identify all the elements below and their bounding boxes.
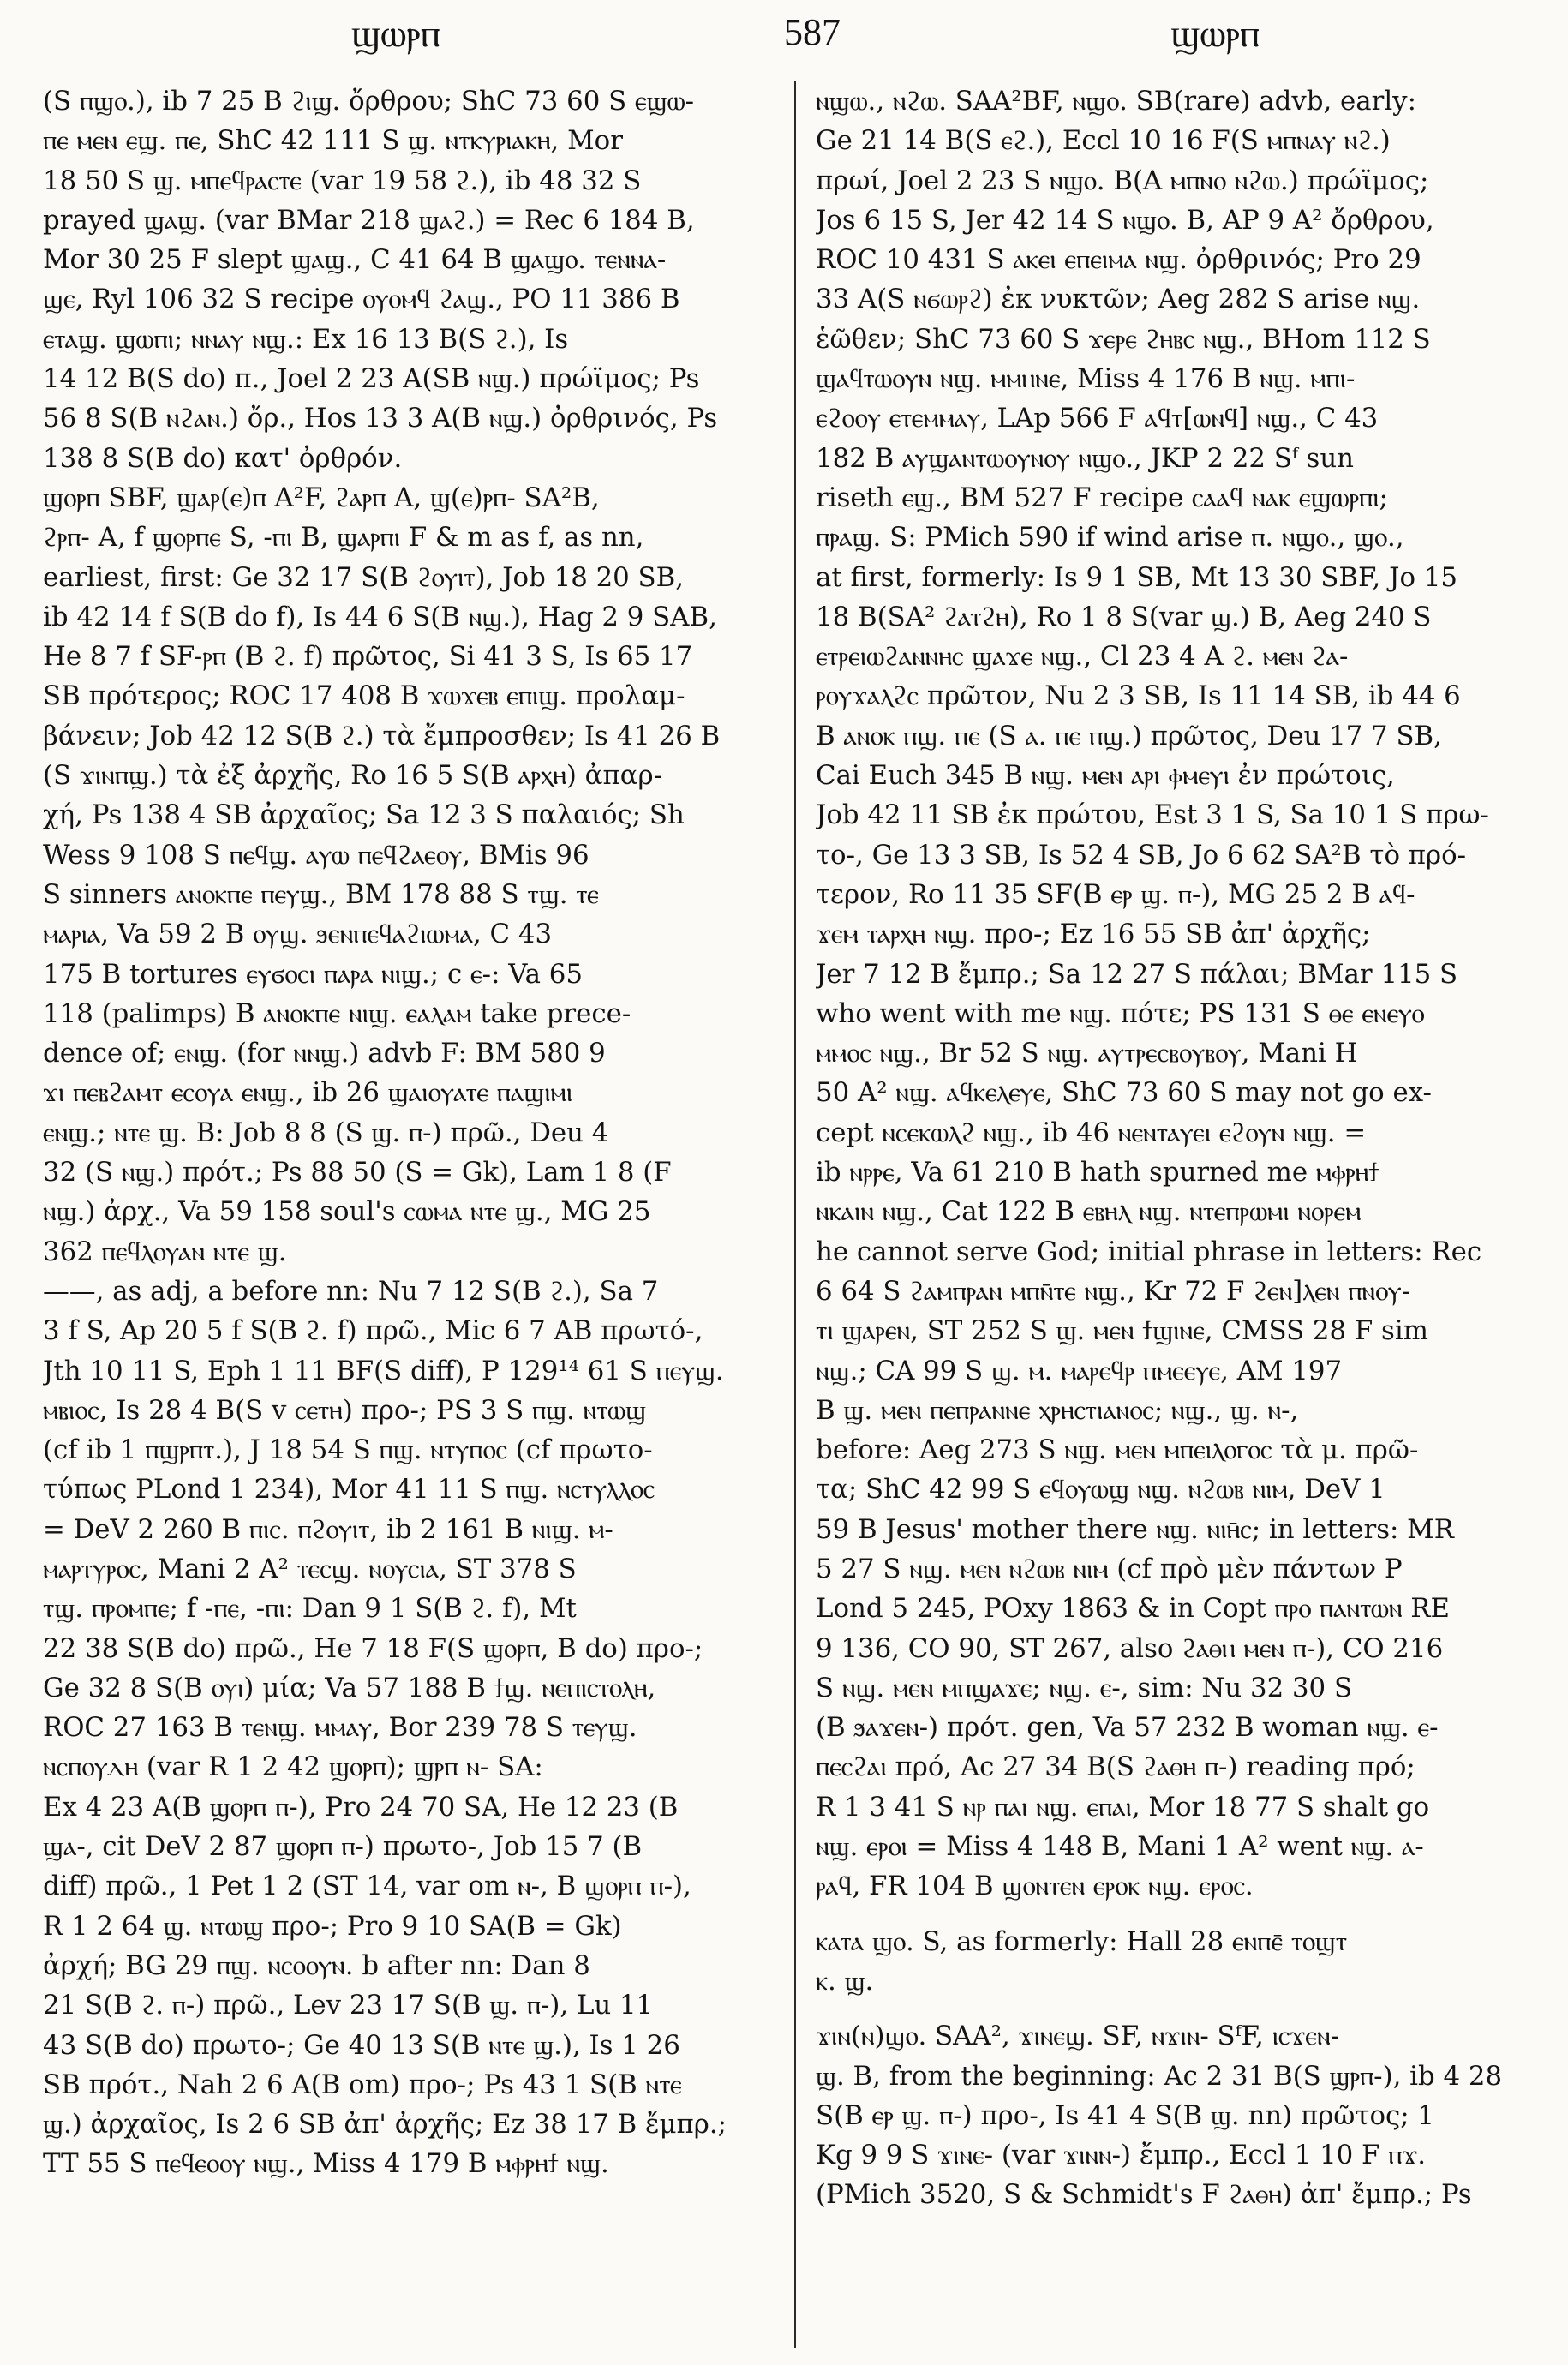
text-line: S ⲛϣ. ⲙⲉⲛ ⲙⲡϣⲁϫⲉ; ⲛϣ. ⲉ-, sim: Nu 32 30 S: [816, 1672, 1353, 1703]
text-line: ib ⲛⲣⲣⲉ, Va 61 210 B hath spurned me ⲙⲫⲣⲏϯ: [816, 1157, 1379, 1188]
text-line: 22 38 S(B do) πρῶ., He 7 18 F(S ϣⲟⲣⲡ, B do) προ-;: [43, 1632, 703, 1664]
header-headword-left: ϣⲱⲣⲡ: [351, 12, 440, 56]
paragraph-gap: [816, 2001, 1527, 2016]
text-line: 50 A² ⲛϣ. ⲁϥⲕⲉⲗⲉⲩⲉ, ShC 73 60 S may not go ex-: [816, 1077, 1432, 1109]
text-line: (B ϧⲁϫⲉⲛ-) πρότ. gen, Va 57 232 B woman ⲛϣ. ⲉ-: [816, 1712, 1439, 1744]
text-line: 118 (palimps) B ⲁⲛⲟⲕⲡⲉ ⲛⲓϣ. ⲉⲁⲗⲁⲙ take prece-: [43, 997, 631, 1029]
text-line: τερον, Ro 11 35 SF(B ⲉⲣ ϣ. ⲡ-), MG 25 2 B ⲁϥ-: [816, 878, 1415, 910]
text-line: prayed ϣⲁϣ. (var BMar 218 ϣⲁϩ.) = Rec 6 184 B,: [43, 204, 695, 236]
text-line: SB πρότερος; ROC 17 408 B ϫⲱϫⲉⲃ ⲉⲡⲓϣ. προλαμ-: [43, 680, 685, 712]
text-line: (S ϫⲓⲛⲡϣ.) τὰ ἐξ ἀρχῆς, Ro 16 5 S(B ⲁⲣⲭⲏ) ἀπαρ-: [43, 760, 663, 792]
text-line: ϣⲁ-, cit DeV 2 87 ϣⲟⲣⲡ ⲡ-) πρωτο-, Job 15 7 (B: [43, 1831, 643, 1863]
text-line: earliest, first: Ge 32 17 S(B ϩⲟⲩⲓⲧ), Job 18 20 SB,: [43, 561, 685, 593]
text-line: ϣⲁϥⲧⲱⲟⲩⲛ ⲛϣ. ⲙⲙⲏⲛⲉ, Miss 4 176 B ⲛϣ. ⲙⲡⲓ-: [816, 363, 1356, 395]
text-line: 3 f S, Ap 20 5 f S(B ϩ. f) πρῶ., Mic 6 7 AB πρωτό-,: [43, 1315, 703, 1347]
text-line: ⲙⲃⲓⲟⲥ, Is 28 4 B(S v ⲥⲉⲧⲏ) προ-; PS 3 S ⲡϣ. ⲛⲧⲱϣ: [43, 1394, 647, 1426]
text-line: Job 42 11 SB ἐκ πρώτου, Est 3 1 S, Sa 10 1 S πρω-: [816, 799, 1489, 831]
text-line: B ⲁⲛⲟⲕ ⲡϣ. ⲡⲉ (S ⲁ. ⲡⲉ ⲡϣ.) πρῶτος, Deu 17 7 SB,: [816, 720, 1442, 751]
text-line: ϩⲣⲡ- A, f ϣⲟⲣⲡⲉ S, -ⲡⲓ B, ϣⲁⲣⲡⲓ F & m as f, as nn,: [43, 522, 644, 554]
text-line: ⲛϣⲱ., ⲛϩⲱ. SAA²BF, ⲛϣⲟ. SB(rare) advb, early:: [816, 86, 1416, 117]
text-line: ϣ.) ἀρχαῖος, Is 2 6 SB ἀπ' ἀρχῆς; Ez 38 17 B ἔμπρ.;: [43, 2109, 727, 2140]
text-line: TT 55 S ⲡⲉϥⲉⲟⲟⲩ ⲛϣ., Miss 4 179 B ⲙⲫⲣⲏϯ ⲛϣ.: [43, 2148, 609, 2180]
text-line: (S ⲡϣⲟ.), ib 7 25 B ϩⲓϣ. ὄρθρου; ShC 73 60 S ⲉϣⲱ-: [43, 86, 694, 117]
text-line: ⲛϣ.; CA 99 S ϣ. ⲙ. ⲙⲁⲣⲉϥⲣ ⲡⲙⲉⲉⲩⲉ, AM 197: [816, 1355, 1343, 1386]
text-line: ⲕ. ϣ.: [816, 1965, 874, 1997]
text-line: riseth ⲉϣ., BM 527 F recipe ⲥⲁⲁϥ ⲛⲁⲕ ⲉϣⲱⲣⲡⲓ;: [816, 482, 1388, 513]
text-line: ROC 27 163 B ⲧⲉⲛϣ. ⲙⲙⲁⲩ, Bor 239 78 S ⲧⲉⲩϣ.: [43, 1712, 637, 1744]
text-line: Jos 6 15 S, Jer 42 14 S ⲛϣⲟ. B, AP 9 A² ὄρθρου,: [816, 204, 1434, 236]
text-line: 9 136, CO 90, ST 267, also ϩⲁⲑⲏ ⲙⲉⲛ ⲡ-), CO 216: [816, 1632, 1444, 1664]
text-line: Lond 5 245, POxy 1863 & in Copt ⲡⲣⲟ ⲡⲁⲛⲧⲱⲛ RE: [816, 1593, 1450, 1625]
page-number: 587: [784, 11, 841, 53]
text-line: 18 50 S ϣ. ⲙⲡⲉϥⲣⲁⲥⲧⲉ (var 19 58 ϩ.), ib 48 32 S: [43, 165, 642, 196]
text-line: Mor 30 25 F slept ϣⲁϣ., C 41 64 B ϣⲁϣⲟ. ⲧⲉⲛⲛⲁ-: [43, 244, 667, 276]
text-line: 21 S(B ϩ. ⲡ-) πρῶ., Lev 23 17 S(B ϣ. ⲡ-), Lu 11: [43, 1990, 654, 2021]
text-line: τα; ShC 42 99 S ⲉϥⲟⲩⲱϣ ⲛϣ. ⲛϩⲱⲃ ⲛⲓⲙ, DeV 1: [816, 1474, 1385, 1506]
text-line: ⲡⲉⲥϩⲁⲓ πρό, Ac 27 34 B(S ϩⲁⲑⲏ ⲡ-) reading πρό;: [816, 1751, 1415, 1783]
text-line: ib 42 14 f S(B do f), Is 44 6 S(B ⲛϣ.), Hag 2 9 SAB,: [43, 601, 717, 632]
text-line: ϣ. B, from the beginning: Ac 2 31 B(S ϣⲣⲡ-), ib 4 28: [816, 2060, 1503, 2092]
columns: [43, 81, 1568, 2356]
text-line: ἀρχή; BG 29 ⲡϣ. ⲛⲥⲟⲟⲩⲛ. b after nn: Dan 8: [43, 1949, 590, 1981]
text-line: diff) πρῶ., 1 Pet 1 2 (ST 14, var om ⲛ-, B ϣⲟⲣⲡ ⲡ-),: [43, 1871, 691, 1902]
text-line: (PMich 3520, S & Schmidt's F ϩⲁⲑⲏ) ἀπ' ἔμπρ.; Ps: [816, 2179, 1472, 2211]
text-line: το-, Ge 13 3 SB, Is 52 4 SB, Jo 6 62 SA²B τὸ πρό-: [816, 839, 1467, 871]
text-line: ⲉⲧⲣⲉⲓⲱϩⲁⲛⲛⲏⲥ ϣⲁϫⲉ ⲛϣ., Cl 23 4 A ϩ. ⲙⲉⲛ ϩⲁ-: [816, 641, 1349, 673]
text-line: ⲙⲙⲟⲥ ⲛϣ., Br 52 S ⲛϣ. ⲁⲩⲧⲣⲉⲥⲃⲟⲩⲃⲟⲩ, Mani H: [816, 1038, 1358, 1069]
text-line: ⲣⲟⲩϫⲁⲗϩⲥ πρῶτον, Nu 2 3 SB, Is 11 14 SB, ib 44 6: [816, 680, 1461, 712]
text-line: who went with me ⲛϣ. πότε; PS 131 S ⲑⲉ ⲉⲛⲉⲩⲟ: [816, 997, 1425, 1029]
text-line: ⲕⲁⲧⲁ ϣⲟ. S, as formerly: Hall 28 ⲉⲛⲡⲉ̄ ⲧⲟϣⲧ: [816, 1925, 1348, 1957]
right-column: [816, 81, 1527, 2352]
text-line: (cf ib 1 ⲡϣⲣⲡⲧ.), J 18 54 S ⲡϣ. ⲛⲧⲩⲡⲟⲥ (cf πρωτο-: [43, 1434, 653, 1466]
text-line: ⲙⲁⲣⲓⲁ, Va 59 2 B ⲟⲩϣ. ϧⲉⲛⲡⲉϥⲁϩⲓⲱⲙⲁ, C 43: [43, 919, 553, 950]
left-column: [43, 81, 754, 2352]
text-line: ⲛⲕⲁⲓⲛ ⲛϣ., Cat 122 B ⲉⲃⲏⲗ ⲛϣ. ⲛⲧⲉⲡⲣⲱⲙⲓ ⲛⲟⲣⲉⲙ: [816, 1196, 1362, 1228]
text-line: 32 (S ⲛϣ.) πρότ.; Ps 88 50 (S = Gk), Lam 1 8 (F: [43, 1157, 672, 1188]
text-line: 33 A(S ⲛϭⲱⲣϩ) ἐκ νυκτῶν; Aeg 282 S arise ⲛϣ.: [816, 284, 1421, 315]
text-line: Jer 7 12 B ἔμπρ.; Sa 12 27 S πάλαι; BMar 115 S: [816, 958, 1458, 990]
text-line: ϫⲉⲙ ⲧⲁⲣⲭⲏ ⲛϣ. προ-; Ez 16 55 SB ἀπ' ἀρχῆς;: [816, 919, 1371, 950]
text-line: ⲡⲉ ⲙⲉⲛ ⲉϣ. ⲡⲉ, ShC 42 111 S ϣ. ⲛⲧⲕⲩⲣⲓⲁⲕⲏ, Mor: [43, 125, 623, 157]
text-line: Cai Euch 345 B ⲛϣ. ⲙⲉⲛ ⲁⲣⲓ ⲫⲙⲉⲩⲓ ἐν πρώτοις,: [816, 760, 1395, 792]
text-line: βάνειν; Job 42 12 S(B ϩ.) τὰ ἔμπροσθεν; Is 41 26 B: [43, 720, 721, 751]
text-line: ⲛϣ.) ἀρχ., Va 59 158 soul's ⲥⲱⲙⲁ ⲛⲧⲉ ϣ., MG 25: [43, 1196, 651, 1228]
text-line: 175 B tortures ⲉⲩϭⲟⲥⲓ ⲡⲁⲣⲁ ⲛⲓϣ.; c ⲉ-: Va 65: [43, 958, 583, 990]
text-line: 56 8 S(B ⲛϩⲁⲛ.) ὄρ., Hos 13 3 A(B ⲛϣ.) ὀρθρινός, Ps: [43, 403, 718, 434]
text-line: B ϣ. ⲙⲉⲛ ⲡⲉⲡⲣⲁⲛⲛⲉ ⲭⲣⲏⲥⲧⲓⲁⲛⲟⲥ; ⲛϣ., ϣ. ⲛ-,: [816, 1394, 1299, 1426]
text-line: χή, Ps 138 4 SB ἀρχαῖος; Sa 12 3 S παλαιός; Sh: [43, 799, 685, 831]
text-line: 6 64 S ϩⲁⲙⲡⲣⲁⲛ ⲙⲡⲛ̄ⲧⲉ ⲛϣ., Kr 72 F ϩⲉⲛ]ⲗⲉⲛ ⲡⲛⲟⲩ-: [816, 1275, 1410, 1307]
text-line: 182 B ⲁⲩϣⲁⲛⲧⲱⲟⲩⲛⲟⲩ ⲛϣⲟ., JKP 2 22 Sᶠ sun: [816, 442, 1354, 474]
text-line: ⲉⲧⲁϣ. ϣⲱⲡⲓ; ⲛⲛⲁⲩ ⲛϣ.: Ex 16 13 B(S ϩ.), Is: [43, 323, 569, 355]
text-line: cept ⲛⲥⲉⲕⲱⲗϩ ⲛϣ., ib 46 ⲛⲉⲛⲧⲁⲩⲉⲓ ⲉϩⲟⲩⲛ ⲛϣ. =: [816, 1117, 1367, 1148]
text-line: at first, formerly: Is 9 1 SB, Mt 13 30 SBF, Jo 15: [816, 561, 1458, 593]
text-line: ⲉϩⲟⲟⲩ ⲉⲧⲉⲙⲙⲁⲩ, LAp 566 F ⲁϥⲧ[ⲱⲛϥ] ⲛϣ., C 43: [816, 403, 1379, 434]
text-line: ⲡⲣⲁϣ. S: PMich 590 if wind arise ⲡ. ⲛϣⲟ., ϣⲟ.,: [816, 522, 1404, 554]
text-line: 5 27 S ⲛϣ. ⲙⲉⲛ ⲛϩⲱⲃ ⲛⲓⲙ (cf πρὸ μὲν πάντων P: [816, 1553, 1403, 1584]
text-line: ⲛⲥⲡⲟⲩⲇⲏ (var R 1 2 42 ϣⲟⲣⲡ); ϣⲣⲡ ⲛ- SA:: [43, 1751, 543, 1783]
text-line: Wess 9 108 S ⲡⲉϥϣ. ⲁⲩⲱ ⲡⲉϥϩⲁⲉⲟⲩ, BMis 96: [43, 839, 589, 871]
text-line: 14 12 B(S do) π., Joel 2 23 A(SB ⲛϣ.) πρώϊμος; Ps: [43, 363, 700, 395]
text-line: 43 S(B do) πρωτο-; Ge 40 13 S(B ⲛⲧⲉ ϣ.), Is 1 26: [43, 2029, 680, 2061]
text-line: Ex 4 23 A(B ϣⲟⲣⲡ ⲡ-), Pro 24 70 SA, He 12 23 (B: [43, 1791, 679, 1823]
text-line: dence of; ⲉⲛϣ. (for ⲛⲛϣ.) advb F: BM 580 9: [43, 1038, 606, 1069]
text-line: = DeV 2 260 B ⲡⲓⲥ. ⲡϩⲟⲩⲓⲧ, ib 2 161 B ⲛⲓϣ. ⲙ-: [43, 1513, 613, 1545]
text-line: ROC 10 431 S ⲁⲕⲉⲓ ⲉⲡⲉⲓⲙⲁ ⲛϣ. ὀρθρινός; Pro 29: [816, 244, 1421, 276]
paragraph-gap: [816, 1907, 1527, 1922]
running-header: [43, 7, 1525, 67]
text-line: πρωί, Joel 2 23 S ⲛϣⲟ. B(A ⲙⲡⲛⲟ ⲛϩⲱ.) πρώϊμος;: [816, 165, 1429, 196]
text-line: ϣⲉ, Ryl 106 32 S recipe ⲟⲩⲟⲙϥ ϩⲁϣ., PO 11 386 B: [43, 284, 680, 315]
text-line: ——, as adj, a before nn: Nu 7 12 S(B ϩ.), Sa 7: [43, 1275, 659, 1307]
text-line: S(B ⲉⲣ ϣ. ⲡ-) προ-, Is 41 4 S(B ϣ. nn) πρῶτος; 1: [816, 2099, 1435, 2131]
text-line: Ge 21 14 B(S ⲉϩ.), Eccl 10 16 F(S ⲙⲡⲛⲁⲩ ⲛϩ.): [816, 125, 1391, 157]
text-line: 362 ⲡⲉϥⲗⲟⲩⲁⲛ ⲛⲧⲉ ϣ.: [43, 1236, 287, 1267]
text-line: ⲧⲓ ϣⲁⲣⲉⲛ, ST 252 S ϣ. ⲙⲉⲛ ϯϣⲓⲛⲉ, CMSS 28 F sim: [816, 1315, 1428, 1347]
text-line: He 8 7 f SF-ⲣⲡ (B ϩ. f) πρῶτος, Si 41 3 S, Is 65 17: [43, 641, 693, 673]
text-line: R 1 2 64 ϣ. ⲛⲧⲱϣ προ-; Pro 9 10 SA(B = Gk): [43, 1910, 622, 1942]
text-line: ⲣⲁϥ, FR 104 B ϣⲟⲛⲧⲉⲛ ⲉⲣⲟⲕ ⲛϣ. ⲉⲣⲟⲥ.: [816, 1871, 1254, 1902]
text-line: ⲧϣ. ⲡⲣⲟⲙⲡⲉ; f -ⲡⲉ, -ⲡⲓ: Dan 9 1 S(B ϩ. f), Mt: [43, 1593, 577, 1625]
text-line: ϫⲓ ⲡⲉⲃϩⲁⲙⲧ ⲉⲥⲟⲩⲁ ⲉⲛϣ., ib 26 ϣⲁⲓⲟⲩⲁⲧⲉ ⲡⲁϣⲓⲙⲓ: [43, 1077, 573, 1109]
text-line: 59 B Jesus' mother there ⲛϣ. ⲛⲓⲏ̄ⲥ; in letters: MR: [816, 1513, 1454, 1545]
text-line: ἑῶθεν; ShC 73 60 S ϫⲉⲣⲉ ϩⲏⲃⲥ ⲛϣ., BHom 112 S: [816, 323, 1431, 355]
text-line: ⲛϣ. ⲉⲣⲟⲓ = Miss 4 148 B, Mani 1 A² went ⲛϣ. ⲁ-: [816, 1831, 1424, 1863]
text-line: SB πρότ., Nah 2 6 A(B om) προ-; Ps 43 1 S(B ⲛⲧⲉ: [43, 2069, 682, 2100]
text-line: ⲙⲁⲣⲧⲩⲣⲟⲥ, Mani 2 A² ⲧⲉⲥϣ. ⲛⲟⲩⲥⲓⲁ, ST 378 S: [43, 1553, 577, 1584]
text-line: 18 B(SA² ϩⲁⲧϩⲏ), Ro 1 8 S(var ϣ.) B, Aeg 240 S: [816, 601, 1432, 632]
text-line: ϣⲟⲣⲡ SBF, ϣⲁⲣ(ⲉ)ⲡ A²F, ϩⲁⲣⲡ A, ϣ(ⲉ)ⲣⲡ- SA²B,: [43, 482, 600, 513]
text-line: S sinners ⲁⲛⲟⲕⲡⲉ ⲡⲉⲩϣ., BM 178 88 S ⲧϣ. ⲧⲉ: [43, 878, 599, 910]
text-line: ϫⲓⲛ(ⲛ)ϣⲟ. SAA², ϫⲓⲛⲉϣ. SF, ⲛϫⲓⲛ- SᶠF, ⲓⲥϫⲉⲛ-: [816, 2021, 1340, 2052]
text-line: Kg 9 9 S ϫⲓⲛⲉ- (var ϫⲓⲛⲛ-) ἔμπρ., Eccl 1 10 F ⲡϫ.: [816, 2140, 1427, 2171]
text-line: τύπως PLond 1 234), Mor 41 11 S ⲡϣ. ⲛⲥⲧⲩⲗⲗⲟⲥ: [43, 1474, 655, 1506]
text-line: before: Aeg 273 S ⲛϣ. ⲙⲉⲛ ⲙⲡⲉⲓⲗⲟⲅⲟⲥ τὰ μ. πρῶ-: [816, 1434, 1419, 1466]
text-line: Jth 10 11 S, Eph 1 11 BF(S diff), P 129¹⁴ 61 S ⲡⲉⲩϣ.: [43, 1355, 724, 1386]
text-line: ⲉⲛϣ.; ⲛⲧⲉ ϣ. B: Job 8 8 (S ϣ. ⲡ-) πρῶ., Deu 4: [43, 1117, 609, 1148]
text-line: Ge 32 8 S(B ⲟⲩⲓ) μία; Va 57 188 B ϯϣ. ⲛⲉⲡⲓⲥⲧⲟⲗⲏ,: [43, 1672, 656, 1703]
header-headword-right: ϣⲱⲣⲡ: [1170, 12, 1260, 56]
text-line: 138 8 S(B do) κατ' ὀρθρόν.: [43, 442, 403, 474]
text-line: R 1 3 41 S ⲛⲣ ⲡⲁⲓ ⲛϣ. ⲉⲡⲁⲓ, Mor 18 77 S shalt go: [816, 1791, 1430, 1823]
text-line: he cannot serve God; initial phrase in letters: Rec: [816, 1236, 1482, 1267]
column-divider: [794, 81, 796, 2348]
